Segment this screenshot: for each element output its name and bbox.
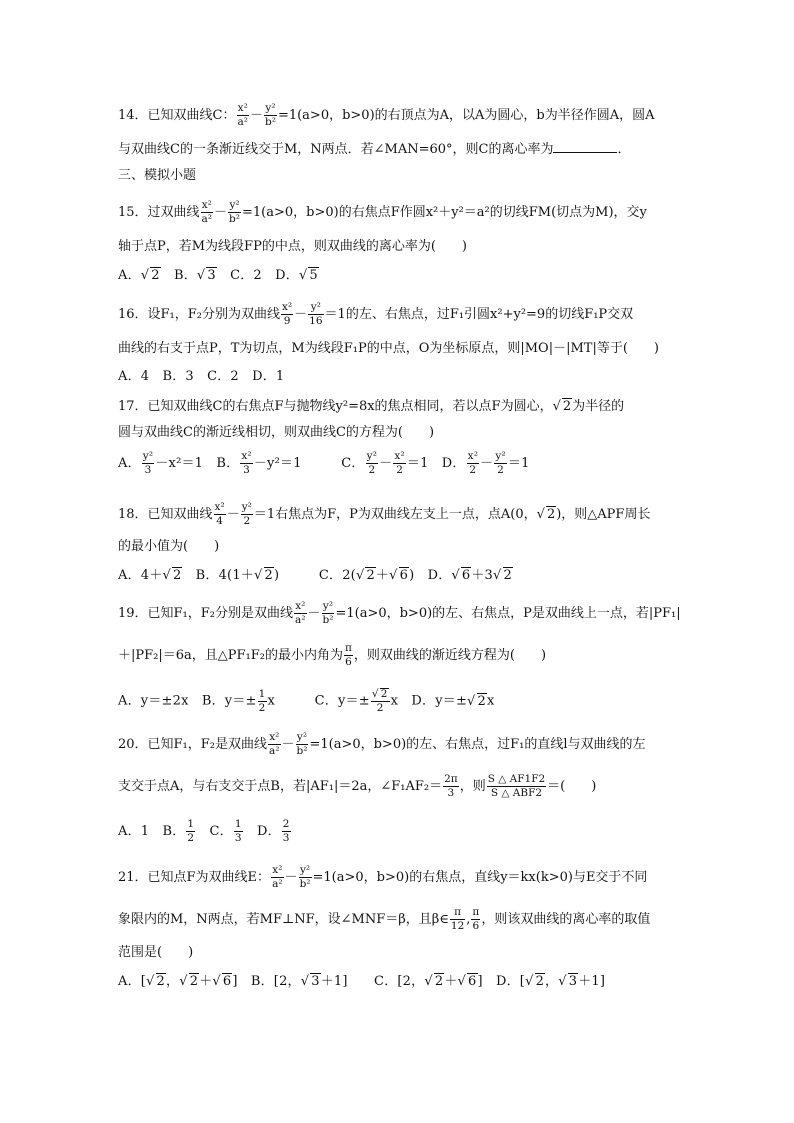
q15-line1: 15．过双曲线 $\frac{\text{x²}}{\text{a²}}$ － $\frac{\text{y²}}{\text{b²}}$ =1(a>0，b>0)的右焦点F作圆x²＋y²＝a²的切线FM(切点为M)，交y xyxy=(118,199,647,226)
q19-options: A．y＝±2x B．y＝± $\frac{1}{2}$ x C．y＝± $\frac{√ 2}{2}$ x D．y＝±√ 2x xyxy=(118,687,495,715)
q19-line2: ＋|PF₂|＝6a，且△PF₁F₂的最小内角为 $\frac{\pi}{6}$ ，则双曲线的渐近线方程为( ) xyxy=(118,642,547,669)
q16-line1: 16．设F₁，F₂分别为双曲线 $\frac{\text{x²}}{9}$ － $\frac{\text{y²}}{16}$ ＝1的左、右焦点，过F₁引圆x²+y²=9的切线F₁P交双 xyxy=(118,301,634,328)
q21-line3: 范围是( ) xyxy=(118,945,194,960)
sqrt: √ 2 xyxy=(140,268,160,283)
q17-options: A． $\frac{\text{y²}}{3}$ －x²＝1 B． $\frac{\text{x²}}{3}$ －y²＝1 C． $\frac{\text{y²}}{2}$ － $\frac{\text{x²}}{2}$ ＝1 D． $\frac{\text{x²}}{2}$ － $\frac{\text{y²}}{2}$ ＝1 xyxy=(118,450,530,477)
answer-blank xyxy=(553,142,617,153)
fraction: $\frac{\text{y²}}{\text{b²}}$ xyxy=(265,102,276,129)
q14-line2: 与双曲线C的一条渐近线交于M，N两点．若∠MAN=60°，则C的离心率为 ． xyxy=(118,142,631,157)
q17-line1: 17．已知双曲线C的右焦点F与抛物线y²=8x的焦点相同，若以点F为圆心，√ 2为半径的 xyxy=(118,399,625,414)
q15-options: A．√ 2 B．√ 3 C．2 D．√ 5 xyxy=(118,268,318,283)
q16-options: A．4 B．3 C．2 D．1 xyxy=(118,369,285,384)
q21-options: A．[√ 2，√ 2＋√ 6] B．[2，√ 3＋1] C．[2，√ 2＋√ 6] D．[√ 2，√ 3＋1] xyxy=(118,974,606,989)
q20-line2: 支交于点A，与右支交于点B，若|AF₁|＝2a，∠F₁AF₂＝ $\frac{2\pi}{3}$ ，则 $\frac{S \triangle AF1F2}{\text{S △ ABF2}}$ ＝( ) xyxy=(118,773,597,800)
q21-line2: 象限内的M，N两点，若MF⊥NF，设∠MNF＝β，且β∈ $\frac{\pi}{12}$ , $\frac{\pi}{6}$ ，则该双曲线的离心率的取值 xyxy=(118,906,651,933)
q18-options: A．4＋√ 2 B．4(1＋√ 2) C．2(√ 2＋√ 6) D．√ 6＋3√ 2 xyxy=(118,568,512,583)
q14-line1: 14．已知双曲线C： $\frac{\text{x²}}{\text{a²}}$ － $\frac{\text{y²}}{\text{b²}}$ =1(a>0，b>0)的右顶点为A，以A为圆心，b为半径作圆A，圆A xyxy=(118,102,655,129)
q16-line2: 曲线的右支于点P，T为切点，M为线段F₁P的中点，O为坐标原点，则|MO|－|MT|等于( ) xyxy=(118,341,659,356)
q18-line1: 18．已知双曲线 $\frac{\text{x²}}{4}$ － $\frac{\text{y²}}{2}$ ＝1右焦点为F，P为双曲线左支上一点，点A(0，√ 2)，则△APF周长 xyxy=(118,501,651,528)
q15-line2: 轴于点P，若M为线段FP的中点，则双曲线的离心率为( ) xyxy=(118,239,467,254)
q18-line2: 的最小值为( ) xyxy=(118,539,220,554)
q19-line1: 19．已知F₁，F₂分别是双曲线 $\frac{\text{x²}}{\text{a²}}$ － $\frac{\text{y²}}{\text{b²}}$ =1(a>0，b>0)的左、右焦点，P是双曲线上一点，若|PF₁| xyxy=(118,600,681,627)
section-heading: 三、模拟小题 xyxy=(118,168,197,183)
q21-line1: 21．已知点F为双曲线E： $\frac{\text{x²}}{\text{a²}}$ － $\frac{\text{y²}}{\text{b²}}$ =1(a>0，b>0)的右焦点，直线y＝kx(k>0)与E交于不同 xyxy=(118,864,648,891)
q17-line2: 圆与双曲线C的渐近线相切，则双曲线C的方程为( ) xyxy=(118,425,435,440)
q20-options: A．1 B． $\frac{1}{2}$ C． $\frac{1}{3}$ D． $\frac{2}{3}$ xyxy=(118,818,290,845)
fraction: $\frac{\text{x²}}{\text{a²}}$ xyxy=(237,102,248,129)
q20-line1: 20．已知F₁，F₂是双曲线 $\frac{\text{x²}}{\text{a²}}$ － $\frac{\text{y²}}{\text{b²}}$ =1(a>0，b>0)的左、右焦点，过F₁的直线l与双曲线的左 xyxy=(118,731,646,758)
